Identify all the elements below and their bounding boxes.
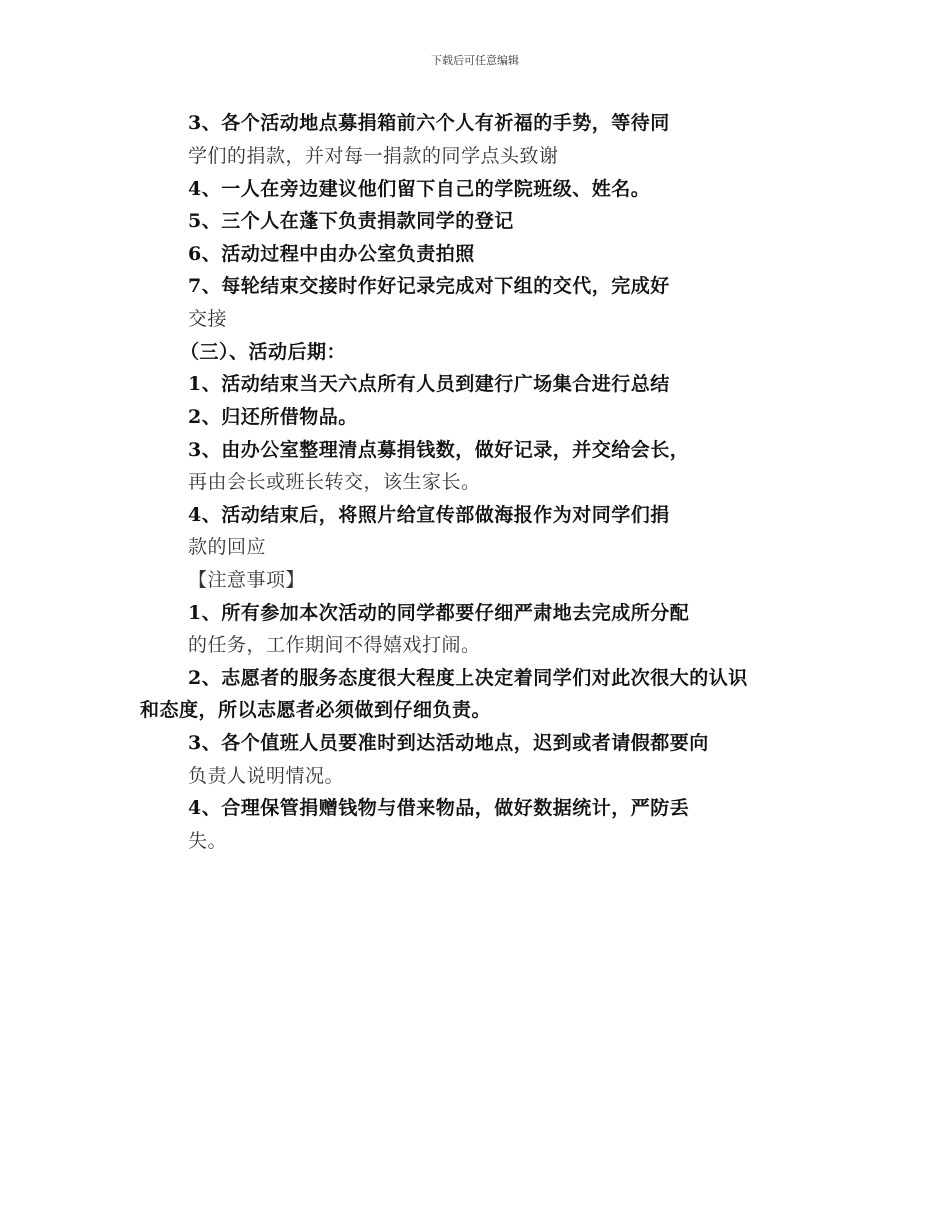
paragraph-line: 1、所有参加本次活动的同学都要仔细严肃地去完成所分配 — [188, 602, 690, 624]
paragraph-line: 交接 — [188, 308, 228, 330]
paragraph-line: 2、归还所借物品。 — [188, 406, 358, 428]
paragraph-line: 4、合理保管捐赠钱物与借来物品，做好数据统计，严防丢 — [188, 797, 690, 819]
section-heading: 【注意事项】 — [188, 569, 306, 591]
page-header: 下载后可任意编辑 — [431, 54, 519, 67]
paragraph-line: 3、各个活动地点募捐箱前六个人有祈福的手势，等待同 — [188, 112, 670, 134]
paragraph-line: 6、活动过程中由办公室负责拍照 — [188, 243, 475, 265]
paragraph-line: 的任务，工作期间不得嬉戏打闹。 — [188, 634, 481, 656]
paragraph-line: 4、一人在旁边建议他们留下自己的学院班级、姓名。 — [188, 178, 651, 200]
paragraph-line: 1、活动结束当天六点所有人员到建行广场集合进行总结 — [188, 373, 670, 395]
paragraph-line: 再由会长或班长转交，该生家长。 — [188, 471, 481, 493]
paragraph-line: 负责人说明情况。 — [188, 765, 345, 787]
paragraph-line: 2、志愿者的服务态度很大程度上决定着同学们对此次很大的认识 — [188, 667, 748, 689]
paragraph-line: 学们的捐款，并对每一捐款的同学点头致谢 — [188, 145, 559, 167]
paragraph-line: 3、由办公室整理清点募捐钱数，做好记录，并交给会长， — [188, 439, 690, 461]
paragraph-line: 4、活动结束后，将照片给宣传部做海报作为对同学们捐 — [188, 504, 670, 526]
paragraph-line: 5、三个人在蓬下负责捐款同学的登记 — [188, 210, 514, 232]
paragraph-line: 和态度，所以志愿者必须做到仔细负责。 — [140, 699, 492, 721]
paragraph-line: 失。 — [188, 830, 228, 852]
paragraph-line: 7、每轮结束交接时作好记录完成对下组的交代，完成好 — [188, 275, 670, 297]
paragraph-line: 款的回应 — [188, 536, 267, 558]
section-heading: （三）、活动后期： — [180, 341, 347, 363]
paragraph-line: 3、各个值班人员要准时到达活动地点，迟到或者请假都要向 — [188, 732, 709, 754]
